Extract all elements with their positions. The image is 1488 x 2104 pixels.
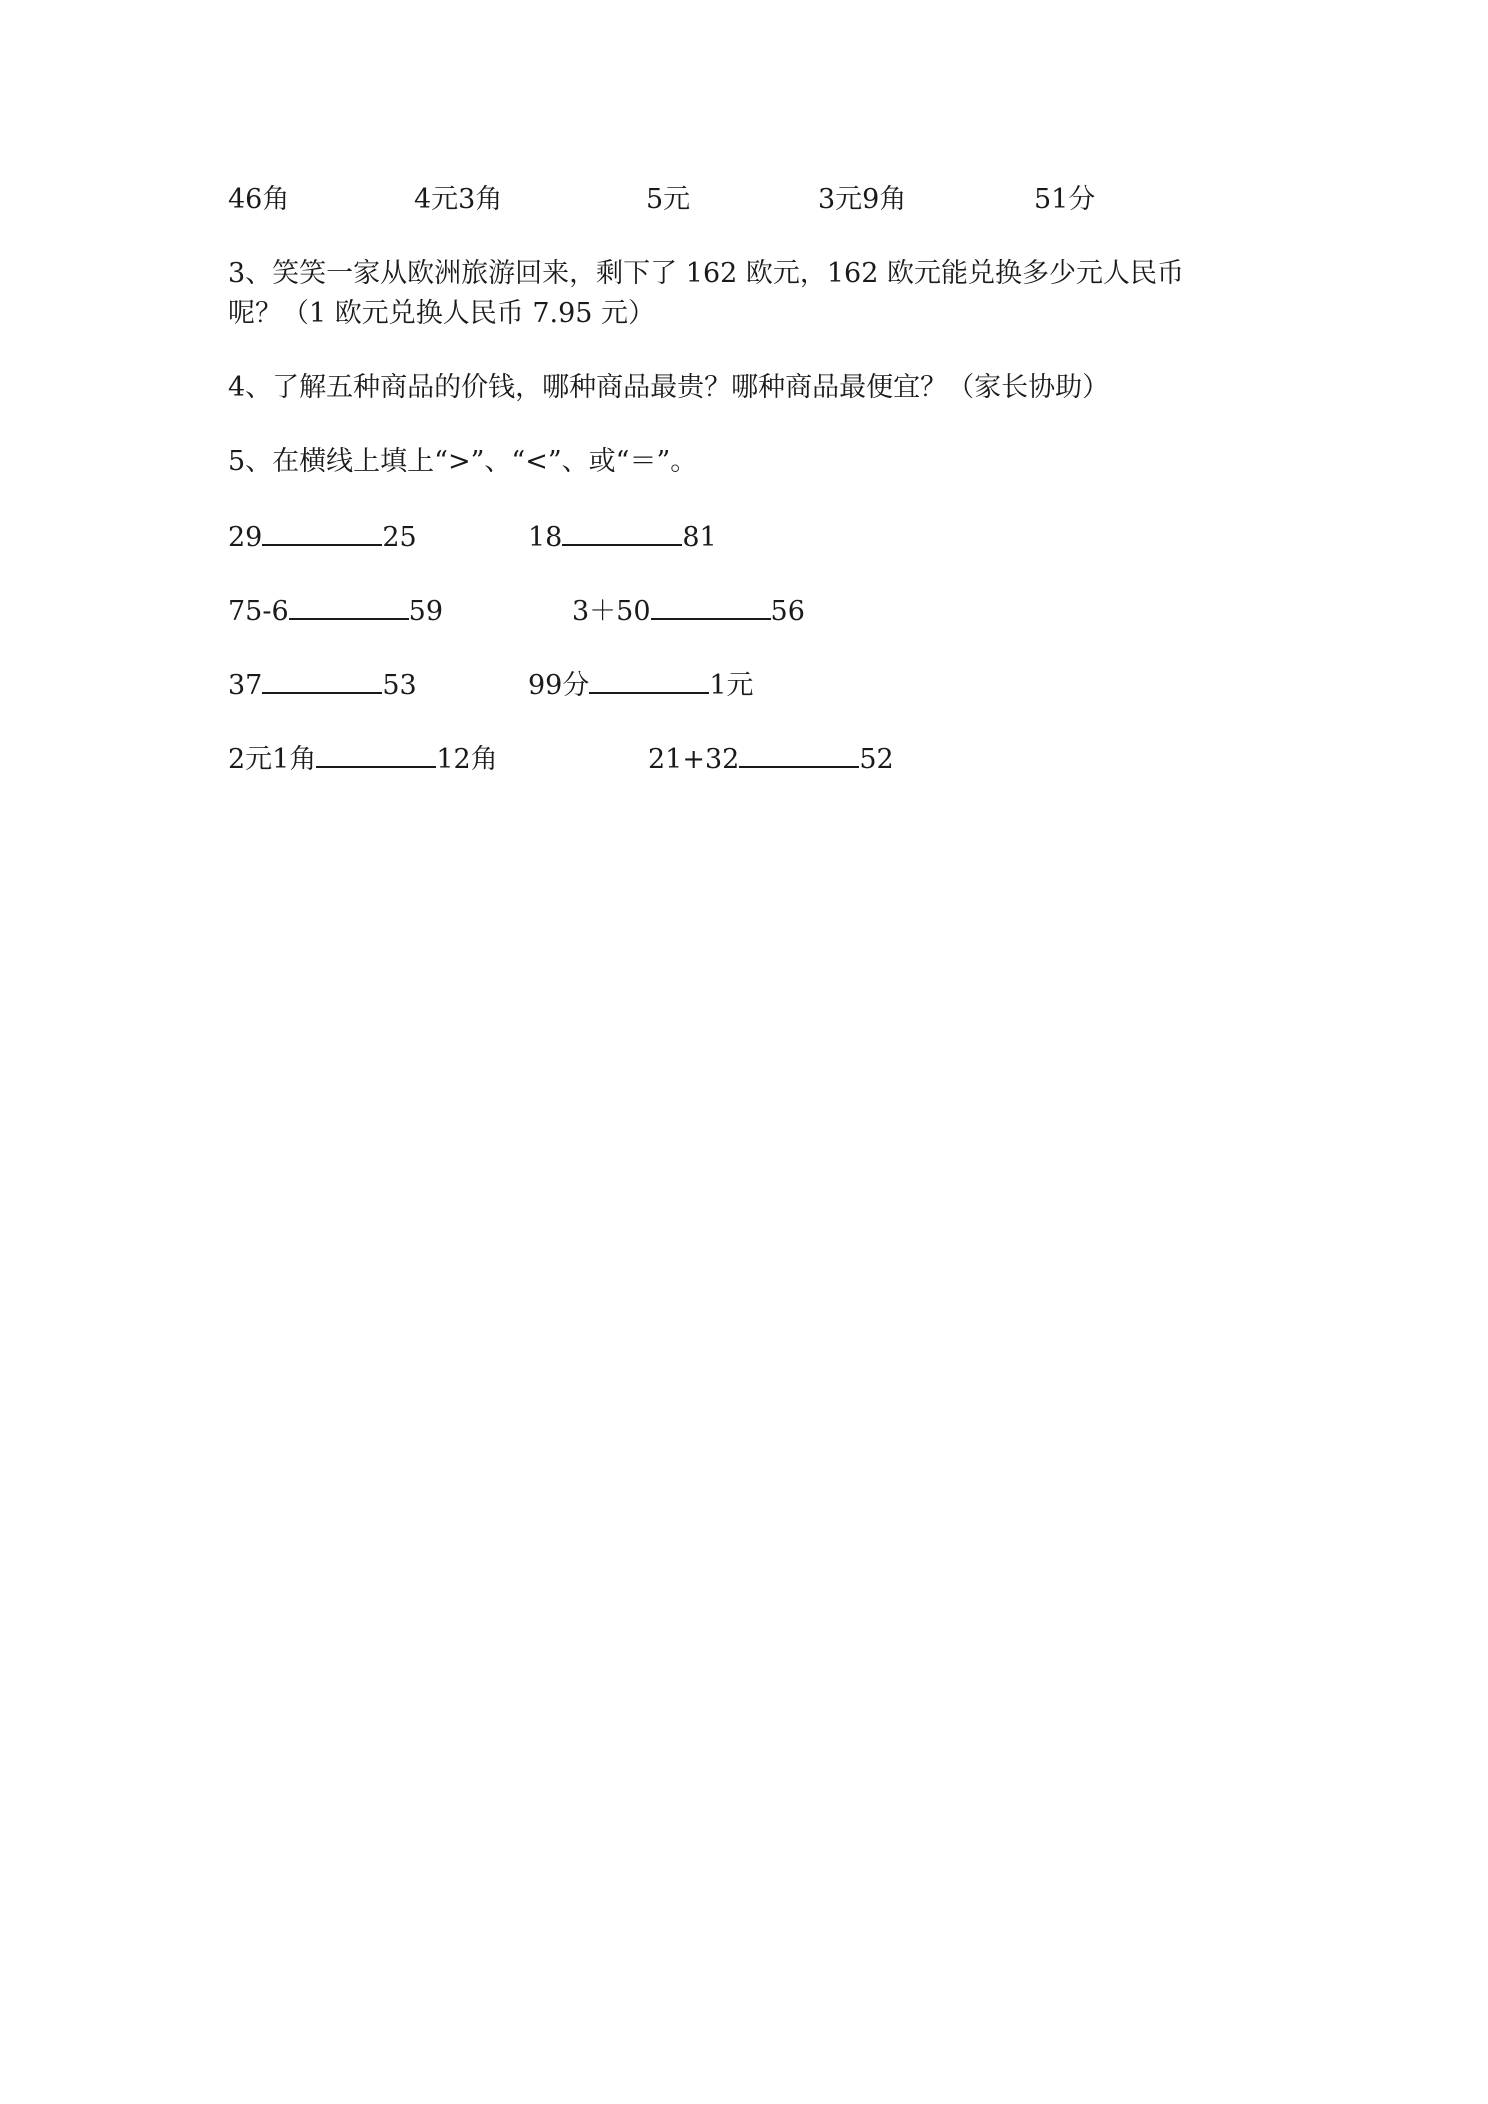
compare-left: 29 [228,522,263,553]
answer-blank[interactable] [651,594,771,620]
answer-blank[interactable] [316,742,436,768]
compare-item-4 [572,594,805,628]
compare-left: 3＋50 [572,596,651,627]
answer-blank[interactable] [289,594,409,620]
compare-left: 2元1角 [228,744,317,775]
money-item-1: 46角 [228,184,290,215]
question-3-line-1: 3、笑笑一家从欧洲旅游回来，剩下了 162 欧元，162 欧元能兑换多少元人民币 [228,258,1184,289]
money-item-3: 5元 [646,184,691,215]
compare-item-7 [228,742,498,776]
answer-blank[interactable] [739,742,859,768]
question-5: 5、在横线上填上“>”、“<”、或“＝”。 [228,446,698,477]
compare-left: 18 [528,522,563,553]
compare-left: 37 [228,670,263,701]
compare-right: 59 [408,596,444,627]
compare-item-6 [528,668,754,702]
answer-blank[interactable] [562,520,682,546]
compare-right: 53 [382,670,417,701]
compare-right: 25 [382,522,417,553]
compare-item-1 [228,520,417,554]
question-4: 4、了解五种商品的价钱，哪种商品最贵？哪种商品最便宜？（家长协助） [228,372,1110,403]
compare-item-3 [228,594,443,628]
compare-right: 81 [682,522,717,553]
compare-left: 99分 [528,670,590,701]
compare-right: 56 [770,596,805,627]
answer-blank[interactable] [262,668,382,694]
compare-left: 75-6 [228,596,289,627]
compare-right: 1元 [709,670,754,701]
money-item-4: 3元9角 [818,184,907,215]
question-3-line-2: 呢？（1 欧元兑换人民币 7.95 元） [228,298,656,329]
compare-right: 12角 [436,744,498,775]
compare-left: 21+32 [648,744,740,775]
answer-blank[interactable] [589,668,709,694]
compare-right: 52 [859,744,894,775]
money-item-2: 4元3角 [414,184,503,215]
compare-item-5 [228,668,417,702]
compare-item-8 [648,742,894,776]
money-item-5: 51分 [1034,184,1096,215]
answer-blank[interactable] [262,520,382,546]
compare-item-2 [528,520,717,554]
